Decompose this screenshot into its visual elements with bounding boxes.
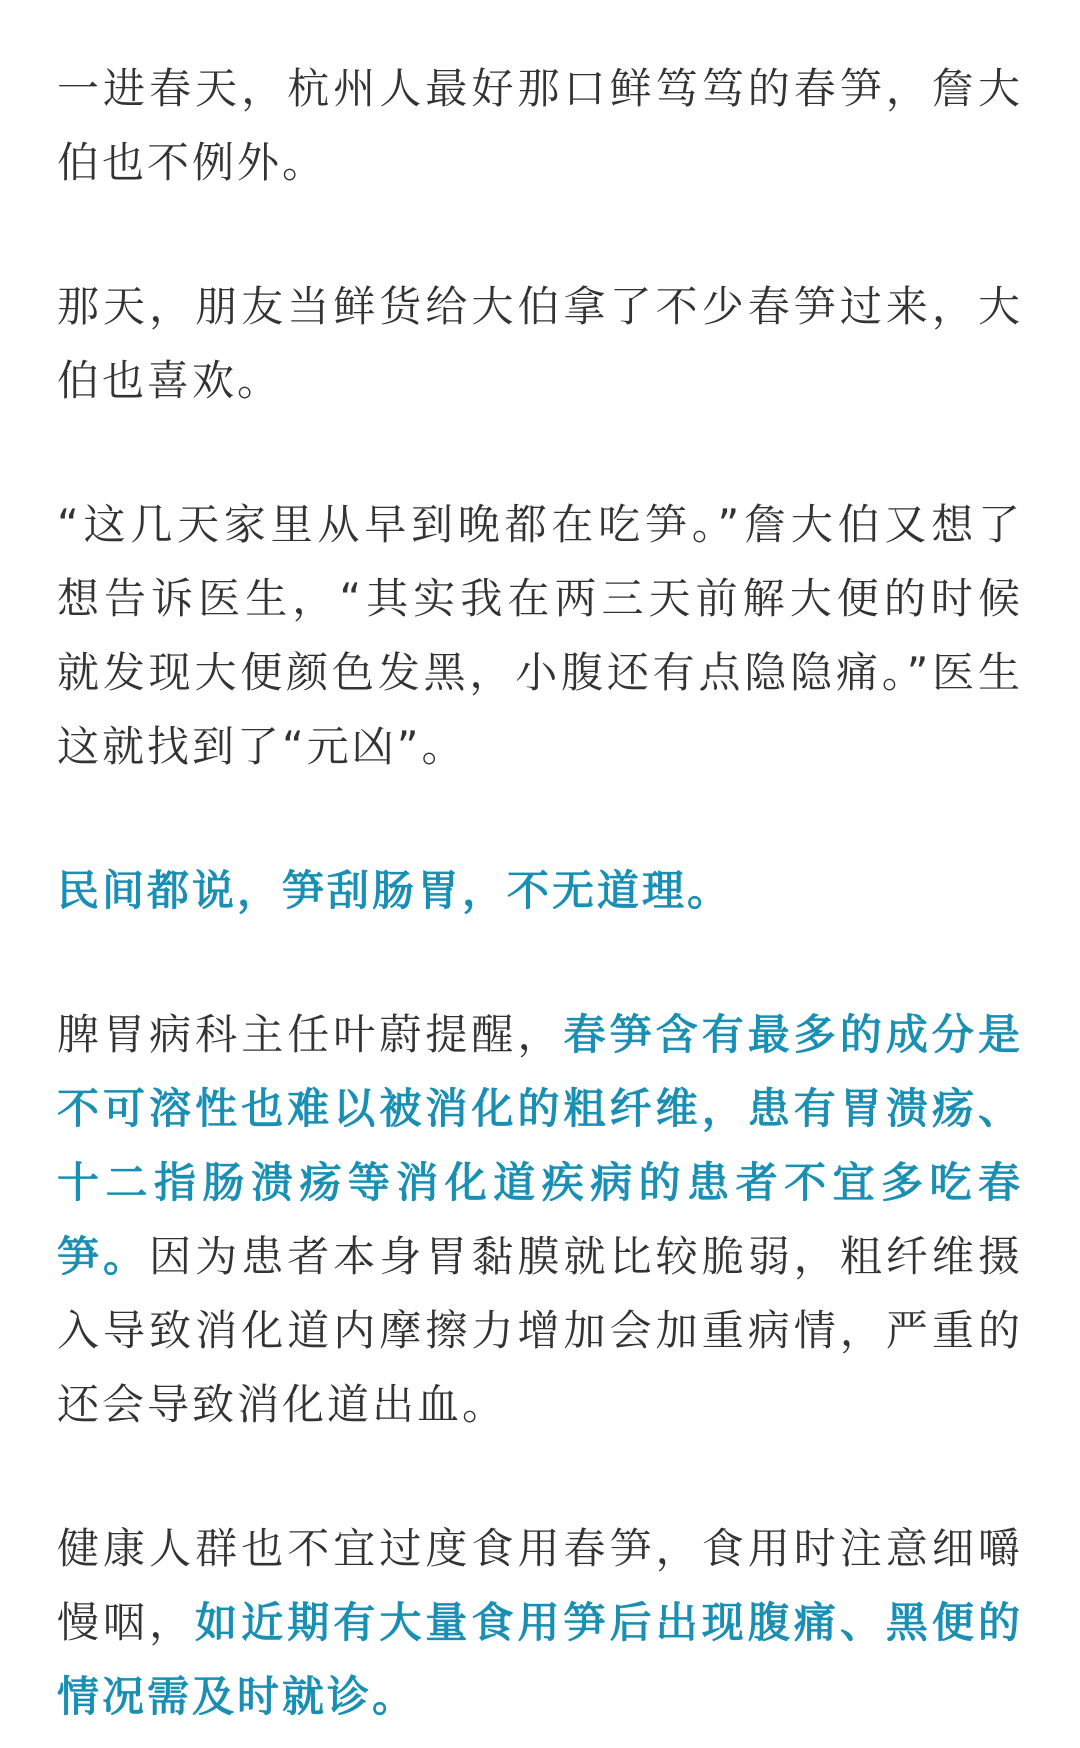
paragraph-text: 健康人群也不宜过度食用春笋，食用时注意细嚼慢咽，: [57, 1524, 1023, 1647]
paragraph-text: 因为患者本身胃黏膜就比较脆弱，粗纤维摄入导致消化道内摩擦力增加会加重病情，严重的还会导致消化道出血。: [57, 1232, 1023, 1429]
highlight-text: 民间都说，笋刮肠胃，不无道理。: [57, 866, 733, 915]
highlight-text: 如近期有大量食用笋后出现腹痛、黑便的情况需及时就诊。: [57, 1598, 1023, 1721]
paragraph-1: [57, 52, 1023, 200]
paragraph-text: 脾胃病科主任叶蔚提醒，: [57, 1010, 564, 1059]
paragraph-text: 一进春天，杭州人最好那口鲜笃笃的春笋，詹大伯也不例外。: [57, 64, 1023, 187]
paragraph-text: “这几天家里从早到晚都在吃笋。”詹大伯又想了想告诉医生，“其实我在两三天前解大便的时候就发现大便颜色发黑，小腹还有点隐隐痛。”医生这就找到了“元凶”。: [57, 500, 1023, 771]
article-body: [57, 52, 1023, 1734]
paragraph-6: [57, 1512, 1023, 1734]
paragraph-4: [57, 854, 1023, 928]
paragraph-3: [57, 488, 1023, 784]
paragraph-2: [57, 270, 1023, 418]
paragraph-text: 那天，朋友当鲜货给大伯拿了不少春笋过来，大伯也喜欢。: [57, 282, 1023, 405]
highlight-text: 春笋含有最多的成分是不可溶性也难以被消化的粗纤维，患有胃溃疡、十二指肠溃疡等消化道疾病的患者不宜多吃春笋。: [57, 1010, 1023, 1281]
paragraph-5: [57, 998, 1023, 1442]
